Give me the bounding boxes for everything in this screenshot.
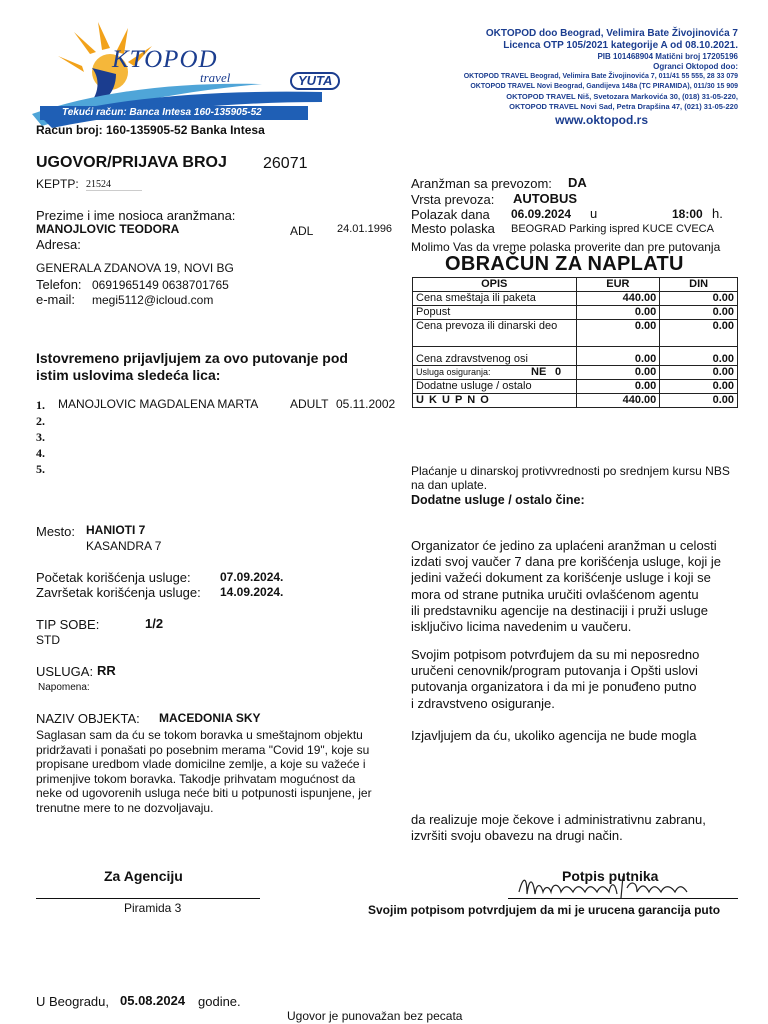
holder-name: MANOJLOVIC TEODORA <box>36 222 180 236</box>
billing-eur: 0.00 <box>576 366 660 380</box>
company-line: OKTOPOD TRAVEL Beograd, Velimira Bate Živojinovića 7, 011/41 55 555, 28 33 079 <box>463 73 738 80</box>
traveler-name: MANOJLOVIC MAGDALENA MARTA <box>58 397 259 411</box>
voucher-line: mora od strane putnika uručiti ovlašćenom agentu <box>411 586 699 602</box>
transport-type-label: Vrsta prevoza: <box>411 192 495 207</box>
contract-title: UGOVOR/PRIJAVA BROJ <box>36 154 227 171</box>
statement-line: i zdravstveno osiguranje. <box>411 695 555 711</box>
covid-line: Saglasan sam da ću se tokom boravka u smeštajnom objektu <box>36 728 363 742</box>
keptp-value: 21524 <box>86 179 142 191</box>
billing-din: 0.00 <box>660 292 738 306</box>
extras-label: Dodatne usluge / ostalo čine: <box>411 493 585 507</box>
holder-dob: 24.01.1996 <box>337 223 393 235</box>
billing-desc: Cena prevoza ili dinarski deo <box>413 320 577 347</box>
billing-din: 0.00 <box>660 380 738 394</box>
payment-line: Plaćanje u dinarskoj protivvrednosti po srednjem kursu NBS <box>411 464 730 478</box>
departure-u: u <box>590 206 598 221</box>
start-date: 07.09.2024. <box>220 570 284 584</box>
agency-branch: Piramida 3 <box>124 901 182 915</box>
billing-eur: 0.00 <box>576 306 660 320</box>
billing-row <box>413 380 738 394</box>
billing-row <box>413 320 738 347</box>
company-website[interactable]: www.oktopod.rs <box>555 113 648 127</box>
traveler-number: 4. <box>36 446 45 460</box>
holder-label: Prezime i ime nosioca aranžmana: <box>36 208 236 223</box>
company-info <box>368 28 738 128</box>
arrangement-value: DA <box>568 175 587 190</box>
traveler-number: 2. <box>36 414 45 428</box>
place-value-2: KASANDRA 7 <box>86 539 162 553</box>
agency-signature-line <box>36 898 260 899</box>
billing-eur: 0.00 <box>576 320 660 347</box>
phone-label: Telefon: <box>36 277 82 292</box>
traveler-number: 1. <box>36 398 45 412</box>
traveler-dob: 05.11.2002 <box>336 397 396 411</box>
address-label: Adresa: <box>36 237 81 252</box>
logo-sub-text: travel <box>200 70 231 85</box>
billing-header-eur: EUR <box>576 278 660 292</box>
billing-total-din: 0.00 <box>660 394 738 408</box>
billing-row <box>413 306 738 320</box>
covid-line: propisane uredbom vlade domicilne zemlje, a koje su važeće i <box>36 757 366 771</box>
payment-line: na dan uplate. <box>411 478 488 492</box>
company-line: OKTOPOD doo Beograd, Velimira Bate Živojinovića 7 <box>485 28 738 39</box>
co-travelers-heading: istim uslovima sledeća lica: <box>36 367 221 383</box>
billing-din: 0.00 <box>660 347 738 366</box>
contract-number: 26071 <box>263 155 308 172</box>
keptp-label: KEPTP: <box>36 177 79 191</box>
letterhead <box>0 0 768 126</box>
traveler-note: Svojim potpisom potvrdjujem da mi je urucena garancija puto <box>368 903 721 917</box>
billing-row <box>413 292 738 306</box>
traveler-signature-label: Potpis putnika <box>562 868 659 884</box>
validity-note: Ugovor je punovažan bez pecata <box>287 1009 463 1023</box>
departure-notice-text: Molimo Vas da vreme polaska proverite dan pre putovanja <box>411 240 721 254</box>
billing-table <box>412 277 738 408</box>
insurance-value: 0 <box>555 366 562 378</box>
phone-value: 0691965149 0638701765 <box>92 278 229 292</box>
voucher-line: isključivo licima navedenim u vaučeru. <box>411 619 632 635</box>
billing-desc: Cena zdravstvenog osi <box>413 347 577 366</box>
voucher-line: Organizator će jedino za uplaćeni aranžman u celosti <box>411 538 717 553</box>
voucher-line: ili predstavniku agencije na destinaciji i pruži usluge <box>411 602 709 618</box>
billing-eur: 0.00 <box>576 380 660 394</box>
object-label: NAZIV OBJEKTA: <box>36 711 140 726</box>
billing-total-eur: 440.00 <box>576 394 660 408</box>
traveler-signature-line <box>508 898 738 899</box>
declaration-line: da realizuje moje čekove i administrativnu zabranu, <box>411 812 706 827</box>
email-label: e-mail: <box>36 292 76 307</box>
email-value[interactable]: megi5112@icloud.com <box>92 293 214 307</box>
billing-row <box>413 366 738 380</box>
billing-desc: Cena smeštaja ili paketa <box>413 292 577 306</box>
billing-desc: Popust <box>413 306 577 320</box>
end-date: 14.09.2024. <box>220 585 284 599</box>
billing-eur: 0.00 <box>576 347 660 366</box>
departure-date: 06.09.2024 <box>511 207 572 221</box>
bank-strip-text: Tekući račun: Banca Intesa 160-135905-52 <box>62 107 262 118</box>
transport-type-value: AUTOBUS <box>513 191 578 206</box>
room-value: 1/2 <box>145 616 164 631</box>
company-line: OKTOPOD TRAVEL Novi Sad, Petra Drapšina 47, (021) 31-05-220 <box>509 102 738 111</box>
billing-din: 0.00 <box>660 366 738 380</box>
yuta-badge: YUTA <box>290 72 340 90</box>
statement-line: Svojim potpisom potvrđujem da su mi neposredno <box>411 647 700 662</box>
contract-date: 05.08.2024 <box>120 993 186 1008</box>
departure-h: h. <box>712 206 723 221</box>
billing-eur: 440.00 <box>576 292 660 306</box>
departure-label: Polazak dana <box>411 207 490 222</box>
billing-total-row <box>413 394 738 408</box>
start-label: Početak korišćenja usluge: <box>36 570 191 585</box>
room-sub: STD <box>36 633 60 647</box>
account-number: Racun broj: 160-135905-52 Banka Intesa <box>36 123 265 137</box>
signature-statement <box>411 647 699 712</box>
room-label: TIP SOBE: <box>36 617 100 632</box>
billing-row <box>413 347 738 366</box>
billing-header-din: DIN <box>660 278 738 292</box>
departure-place-label: Mesto polaska <box>411 221 495 236</box>
departure-place-value: BEOGRAD Parking ispred KUCE CVECA <box>511 223 714 235</box>
payment-note <box>411 464 748 507</box>
billing-header-desc: OPIS <box>413 278 577 292</box>
covid-line: primenjive tokom boravka. Takodje prihvatam mogućnost da <box>36 771 356 786</box>
company-line: PIB 101468904 Matični broj 17205196 <box>597 52 738 61</box>
place-value: HANIOTI 7 <box>86 523 146 537</box>
billing-din: 0.00 <box>660 320 738 347</box>
billing-header-row <box>413 278 738 292</box>
billing-total-label: U K U P N O <box>413 394 577 408</box>
covid-line: pridržavati i ponašati po posebnim merama "Covid 19", koje su <box>36 742 370 757</box>
billing-din: 0.00 <box>660 306 738 320</box>
billing-title: OBRAČUN ZA NAPLATU <box>445 253 684 275</box>
billing-desc: Dodatne usluge / ostalo <box>413 380 577 394</box>
insurance-choice: NE <box>531 366 547 378</box>
billing-desc: Usluga osiguranja: <box>416 367 491 377</box>
declaration: Izjavljujem da ću, ukoliko agencija ne bude mogla <box>411 728 697 743</box>
co-travelers-heading: Istovremeno prijavljujem za ovo putovanje pod <box>36 350 348 366</box>
place-label: Mesto: <box>36 524 76 539</box>
note-label: Napomena: <box>38 682 90 693</box>
traveler-type: ADULT <box>290 397 329 411</box>
departure-time: 18:00 <box>672 207 703 221</box>
city-label: U Beogradu, <box>36 994 109 1009</box>
holder-type: ADL <box>290 224 314 238</box>
traveler-number: 5. <box>36 462 45 476</box>
service-label: USLUGA: <box>36 664 94 679</box>
covid-line: neke od ugovorenih usluga neće biti u potpunosti ispunjene, jer <box>36 786 372 800</box>
billing-insurance-cell <box>413 366 577 380</box>
object-value: MACEDONIA SKY <box>159 711 261 725</box>
voucher-terms <box>411 538 748 635</box>
statement-line: putovanja organizatora i da mi je ponuđeno putno <box>411 679 697 695</box>
address-value: GENERALA ZDANOVA 19, NOVI BG <box>36 261 234 275</box>
statement-line: uručeni cenovnik/program putovanja i Opšti uslovi <box>411 663 698 679</box>
voucher-line: jedini važeći dokument za korišćenje usluge i koji se <box>411 570 711 586</box>
traveler-number: 3. <box>36 430 45 444</box>
declaration-continued <box>411 812 706 844</box>
date-suffix: godine. <box>198 994 241 1009</box>
company-line: OKTOPOD TRAVEL Novi Beograd, Gandijeva 148a (TC PIRAMIDA), 011/30 15 909 <box>470 83 738 90</box>
covid-notice <box>36 728 372 815</box>
company-line: Licenca OTP 105/2021 kategorije A od 08.10.2021. <box>503 40 738 51</box>
covid-line: trenutne mere to ne dozvoljavaju. <box>36 800 214 815</box>
end-label: Završetak korišćenja usluge: <box>36 585 201 600</box>
service-value: RR <box>97 663 116 678</box>
traveler-note-clip <box>368 901 748 919</box>
company-line: Ogranci Oktopod doo: <box>653 62 738 71</box>
voucher-line: izdati svoj vaučer 7 dana pre korišćenja usluge, koji je <box>411 554 722 570</box>
company-line: OKTOPOD TRAVEL Niš, Svetozara Markovića 30, (018) 31-05-220, <box>506 92 738 101</box>
logo-brand-text: KTOPOD <box>112 46 218 73</box>
agency-signature-label: Za Agenciju <box>104 868 183 884</box>
arrangement-label: Aranžman sa prevozom: <box>411 176 552 191</box>
declaration-line: izvršiti svoju obavezu na drugi način. <box>411 828 623 844</box>
